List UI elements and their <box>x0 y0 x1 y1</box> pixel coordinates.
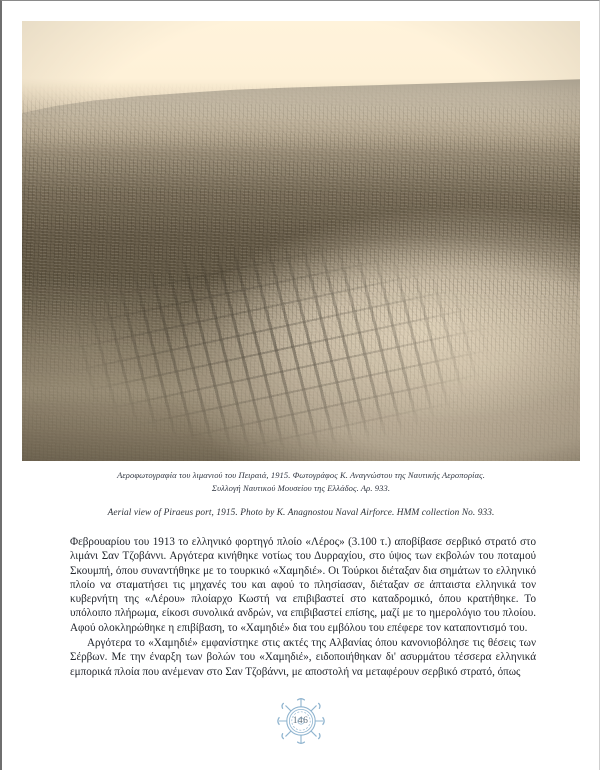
body-text-block <box>70 535 536 679</box>
page-footer <box>2 695 599 747</box>
body-paragraph-2: Αργότερα το «Χαμηδιέ» εμφανίστηκε στις ακτές της Αλβανίας όπου κανονιοβόλησε τις θέσεις των Σέρβων. Με την έναρξη των βολών του «Χαμηδιέ», ειδοποιήθηκαν δι' ασυρμάτου τέσσερα ελληνικά εμπορικά πλοία που ανέμεναν στο Σαν Τζοβάννι, με αποστολή να μεταφέρουν σερβικό στρατό, όπως <box>70 637 536 678</box>
caption-greek-line-2: Συλλογή Ναυτικού Μουσείου της Ελλάδος. Αρ. 933. <box>211 482 391 493</box>
body-paragraph-1: Φεβρουαρίου του 1913 το ελληνικό φορτηγό πλοίο «Λέρος» (3.100 τ.) αποβίβασε σερβικό στρατό στο λιμάνι Σαν Τζοβάννι. Αργότερα κινήθηκε νοτίως του Δυρραχίου, στο ύψος των εκβολών του ποταμού Σκουμπή, όπου συναντήθηκε με το τουρκικό «Χαμηδιέ». Οι Τούρκοι διέταξαν δια σημάτων το ελληνικό πλοίο να σταματήσει τις μηχανές του και αφού το πλησίασαν, διέταξαν σε άπταιστα ελληνικά τον κυβερνήτη της «Λέρου» πλοίαρχο Κωστή να επιβιβαστεί στο καταδρομικό, όπου κρατήθηκε. Το υπόλοιπο πλήρωμα, είκοσι συνολικά ανδρών, να επιβιβαστεί επίσης, μαζί με το ημερολόγιο του πλοίου. Αφού ολοκληρώθηκε η επιβίβαση, το «Χαμηδιέ» δια του εμβόλου του επέφερε τον καταποντισμό του. <box>70 536 536 634</box>
caption-english: Aerial view of Piraeus port, 1915. Photo by K. Anagnostou Naval Airforce. HMM collection No. 933. <box>107 508 495 518</box>
photo-vignette <box>22 21 580 461</box>
figure-photograph <box>22 21 580 461</box>
caption-greek-line-1: Αεροφωτογραφία του λιμανιού του Πειραιά, 1915. Φωτογράφος Κ. Αναγνώστου της Ναυτικής Αεροπορίας. <box>117 470 485 480</box>
page-number: 146 <box>292 716 309 726</box>
figure-caption-block <box>22 469 580 520</box>
helm-ornament <box>269 695 333 747</box>
